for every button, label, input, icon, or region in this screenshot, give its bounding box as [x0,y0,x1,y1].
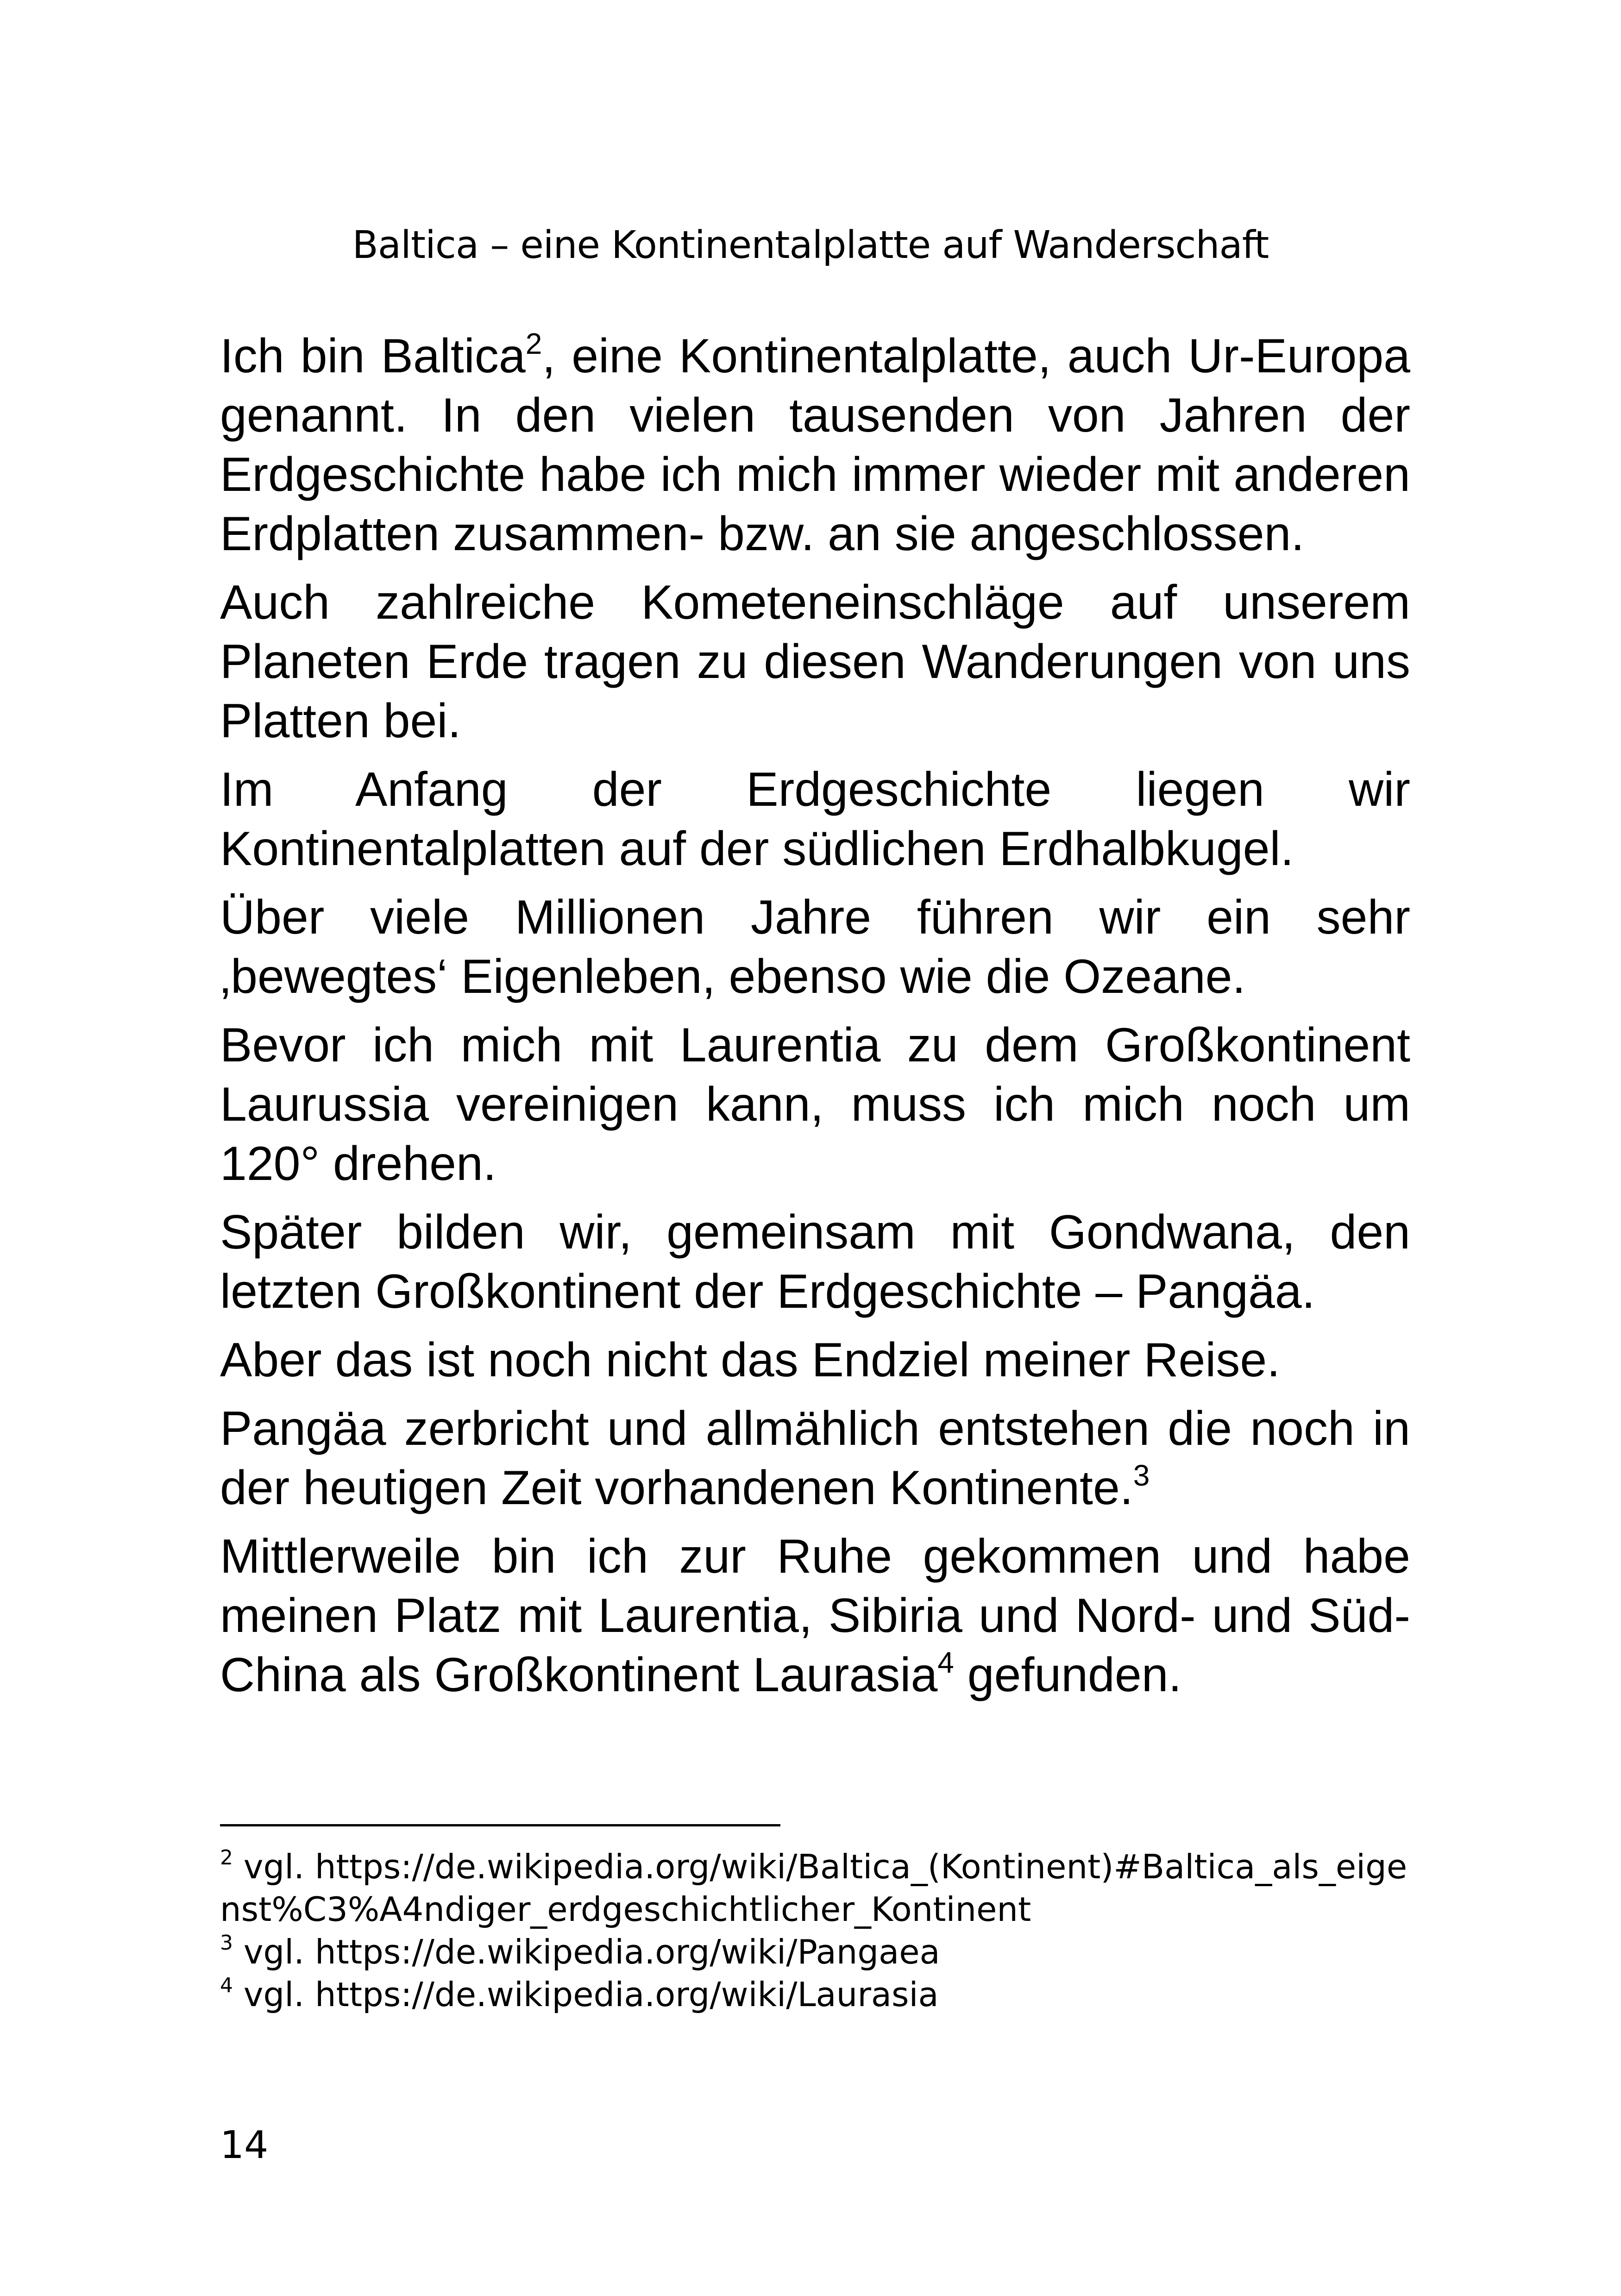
page-number: 14 [220,2123,269,2167]
footnote-ref[interactable]: 2 [525,327,542,360]
footnotes [220,1845,1424,2016]
paragraph-text: Pangäa zerbricht und allmählich entstehen die noch in der heutigen Zeit vorhandenen Kontinente. [220,1402,1410,1515]
paragraph: Im Anfang der Erdgeschichte liegen wir Kontinentalplatten auf der südlichen Erdhalbkugel. [220,763,1410,876]
paragraph: Bevor ich mich mit Laurentia zu dem Großkontinent Laurussia vereinigen kann, muss ich mich noch um 120° drehen. [220,1018,1410,1191]
footnote-text[interactable]: vgl. https://de.wikipedia.org/wiki/Pangaea [233,1932,940,1971]
paragraph: Aber das ist noch nicht das Endziel meiner Reise. [220,1333,1281,1387]
footnote-number: 4 [220,1974,233,1997]
page-title: Baltica – eine Kontinentalplatte auf Wanderschaft [352,223,1269,267]
body-text [220,326,1410,1714]
footnote-number: 3 [220,1931,233,1955]
footnote-ref[interactable]: 3 [1133,1459,1150,1492]
paragraph [220,1399,1410,1518]
footnote-ref[interactable]: 4 [937,1646,954,1679]
paragraph: Später bilden wir, gemeinsam mit Gondwana, den letzten Großkontinent der Erdgeschichte – Pangäa. [220,1205,1410,1318]
paragraph-text: gefunden. [954,1648,1182,1702]
footnote-text[interactable]: vgl. https://de.wikipedia.org/wiki/Laurasia [233,1975,939,2014]
paragraph-text: Mittlerweile bin ich zur Ruhe gekommen und habe meinen Platz mit Laurentia, Sibiria und Nord- und Süd-China als Großkontinent Laurasia [220,1530,1410,1702]
footnote [220,1845,1424,1931]
footnote-separator [220,1824,780,1826]
footnote-number: 2 [220,1846,233,1869]
paragraph: Auch zahlreiche Kometeneinschläge auf unserem Planeten Erde tragen zu diesen Wanderungen von uns Platten bei. [220,576,1410,748]
paragraph [220,326,1410,564]
footnote [220,1973,1424,2016]
paragraph [220,1527,1410,1705]
footnote-text[interactable]: vgl. https://de.wikipedia.org/wiki/Baltica_(Kontinent)#Baltica_als_eigenst%C3%A4ndiger_erdgeschichtlicher_Kontinent [220,1847,1407,1929]
paragraph-text: , eine Kontinentalplatte, auch Ur-Europa genannt. In den vielen tausenden von Jahren der Erdgeschichte habe ich mich immer wieder mit anderen Erdplatten zusammen- bzw. an sie angeschlossen. [220,329,1411,561]
paragraph-text: Ich bin Baltica [220,329,526,383]
footnote [220,1931,1424,1973]
paragraph: Über viele Millionen Jahre führen wir ein sehr ‚bewegtes‘ Eigenleben, ebenso wie die Ozeane. [220,891,1410,1004]
